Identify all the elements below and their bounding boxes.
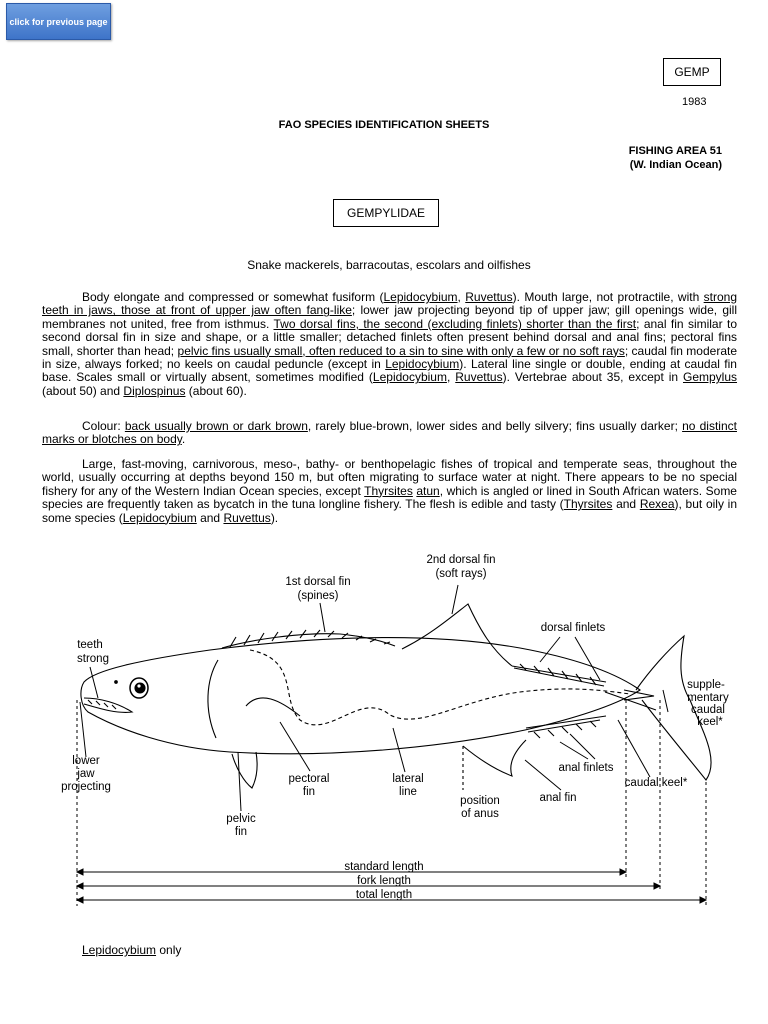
svg-text:projecting: projecting [61,781,111,793]
fishing-area: FISHING AREA 51 [628,145,722,157]
previous-page-button[interactable]: click for previous page [6,3,111,40]
svg-text:(soft rays): (soft rays) [435,568,487,580]
label-fork-length: fork length [357,875,411,887]
svg-text:strong: strong [77,653,109,665]
label-anal-finlets: anal finlets [558,762,614,774]
anal-fin [463,740,526,776]
pelvic-fin [232,752,257,788]
label-anal-fin: anal fin [539,792,577,804]
label-pelvic-fin: pelvic [226,813,256,825]
label-caudal-keel: caudal keel* [624,777,688,789]
label-position-of-anus: position [460,795,500,807]
svg-text:fin: fin [302,786,316,798]
svg-text:fin: fin [234,826,248,838]
label-supplementary-caudal-keel: supple- [687,679,725,691]
label-2nd-dorsal-fin: 2nd dorsal fin [426,554,496,566]
lateral-line [250,650,630,725]
svg-text:of anus: of anus [461,808,499,820]
fish-diagram [0,540,768,920]
habitat-paragraph: Large, fast-moving, carnivorous, meso-, bathy- or benthopelagic fishes of tropical and temperate seas, throughout the world, usually occurring at depths beyond 150 m, but often migrating to surface water at night. There appears to be no special fishery for any of the Western Indian Ocean species, except Thyrsites atun, which is angled or lined in South African waters. Some species are frequently taken as bycatch in the tuna longline fishery. The flesh is edible and tasty (Thyrsites and Rexea), but oily in some species (Lepidocybium and Ruvettus). [42,457,738,525]
svg-text:(spines): (spines) [297,590,339,602]
label-standard-length: standard length [344,861,424,873]
common-names: Snake mackerels, barracoutas, escolars and oilfishes [247,258,531,272]
jaw [84,698,132,712]
label-pectoral-fin: pectoral [288,773,330,785]
dorsal-finlets [512,664,606,686]
colour-paragraph: Colour: back usually brown or dark brown, rarely blue-brown, lower sides and belly silvery; fins usually darker; no distinct marks or blotches on body. [42,419,737,447]
gill-cover [208,660,218,738]
family-code-box: GEMP [663,58,721,86]
description-paragraph: Body elongate and compressed or somewhat fusiform (Lepidocybium, Ruvettus). Mouth large, not protractile, with strong teeth in jaws, those at front of upper jaw often fang-like; lower jaw projecting beyond tip of upper jaw; gill openings wide, gill membranes not united, free from isthmus. Two dorsal fins, the second (excluding finlets) shorter than the first; anal fin similar to second dorsal fin in size and shape, or a little smaller; detached finlets often present behind dorsal and anal fins; pectoral fins small, shorter than head; pelvic fins usually small, often reduced to a sin to sine with only a few or no soft rays; caudal fin moderate in size, always forked; no keels on caudal peduncle (except in Lepidocybium). Lateral line single or double, ending at caudal fin base. Scales small or virtually absent, sometimes modified (Lepidocybium, Ruvettus). Vertebrae about 35, except in Gempylus (about 50) and Diplospinus (about 60). [42,290,738,398]
family-name-box: GEMPYLIDAE [333,199,439,227]
fishing-region: (W. Indian Ocean) [629,159,722,171]
svg-text:caudal: caudal [691,704,725,716]
label-1st-dorsal-fin: 1st dorsal fin [285,576,351,588]
svg-text:mentary: mentary [687,692,729,704]
fish-body-outline [81,638,640,754]
sheet-title: FAO SPECIES IDENTIFICATION SHEETS [278,119,490,131]
label-lateral-line: lateral [392,773,424,785]
label-total-length: total length [355,889,413,901]
second-dorsal-fin [402,604,512,666]
svg-text:jaw: jaw [77,768,95,780]
footnote: Lepidocybium only [82,943,182,957]
caudal-keel [624,690,654,700]
svg-text:line: line [399,786,417,798]
label-teeth: teeth [77,639,103,651]
label-dorsal-finlets: dorsal finlets [540,622,606,634]
svg-text:keel*: keel* [697,716,723,728]
label-lower-jaw: lower [72,755,100,767]
sheet-year: 1983 [682,96,707,108]
